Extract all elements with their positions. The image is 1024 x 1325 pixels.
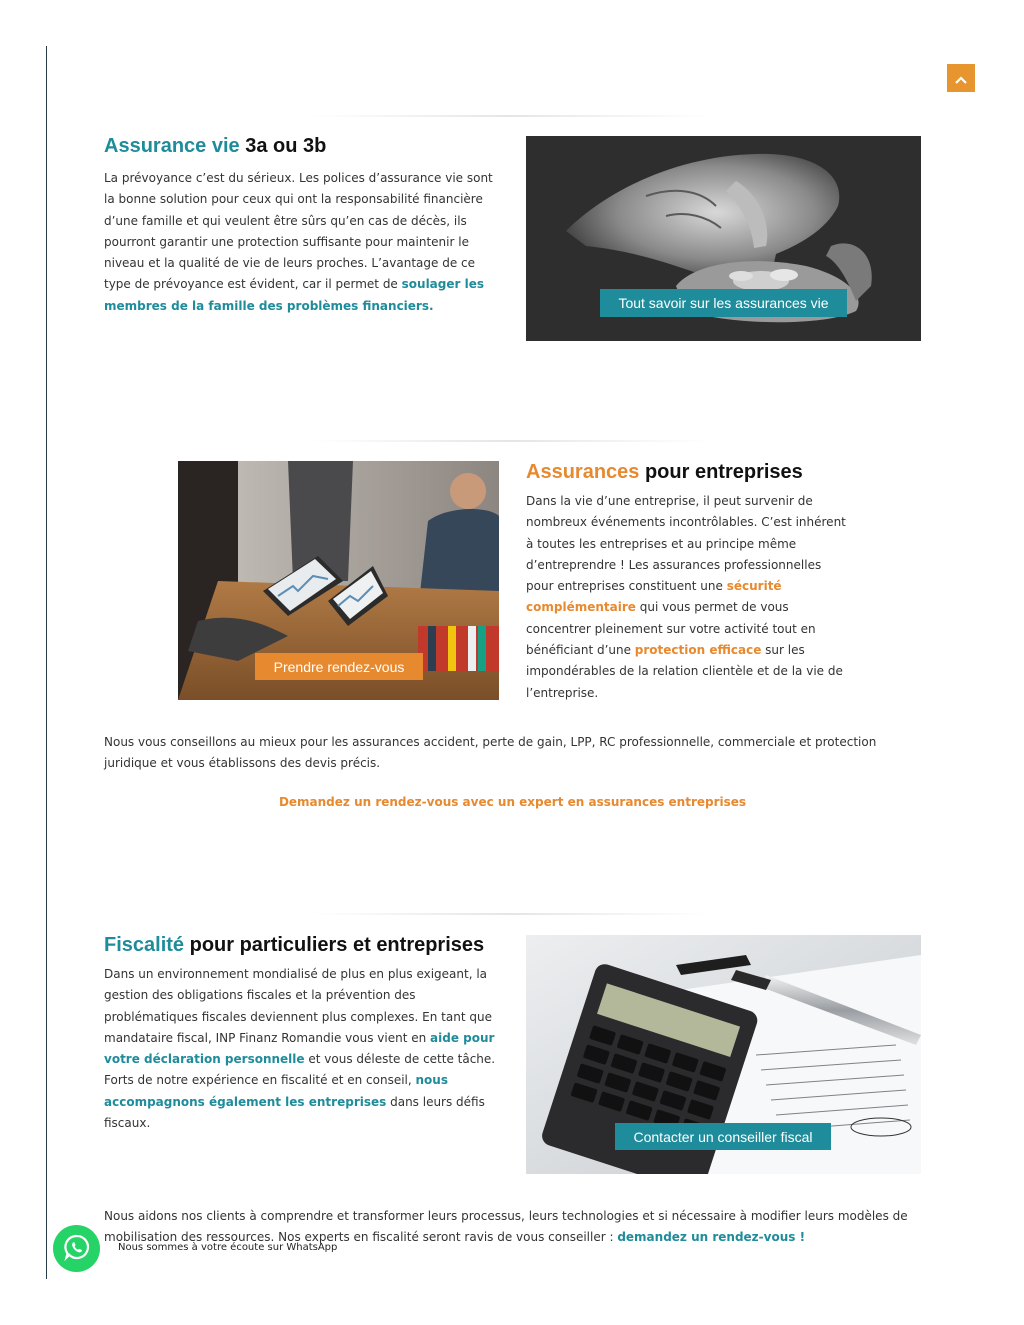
- section-divider: [310, 440, 710, 442]
- assurances-entreprises-paragraph: [526, 491, 848, 704]
- demandez-rendez-vous-link[interactable]: demandez un rendez-vous !: [617, 1230, 806, 1245]
- accompagnons-entreprises-link[interactable]: nous accompagnons également les entreprises: [104, 1073, 448, 1109]
- paragraph-text: Nous aidons nos clients à comprendre et transformer leurs processus, leurs technologies et si nécessaire à modifier leurs modèles de mobilisation des ressources. Nos experts en fiscalité seront ravis de vous conseiller :: [104, 1209, 908, 1245]
- title-accent: Assurances: [526, 461, 640, 483]
- whatsapp-icon: [63, 1233, 91, 1265]
- prendre-rendez-vous-button[interactable]: Prendre rendez-vous: [255, 653, 423, 680]
- title-accent: Assurance vie: [104, 135, 240, 157]
- calculator-pen-image: [526, 935, 921, 1174]
- aide-declaration-link[interactable]: aide pour votre déclaration personnelle: [104, 1030, 495, 1067]
- assurance-vie-paragraph: [104, 168, 500, 317]
- business-meeting-image: [178, 461, 499, 700]
- assurances-vie-info-button[interactable]: Tout savoir sur les assurances vie: [600, 289, 847, 317]
- contacter-conseiller-fiscal-button[interactable]: Contacter un conseiller fiscal: [615, 1123, 831, 1150]
- rendez-vous-expert-link[interactable]: Demandez un rendez-vous avec un expert en assurances entreprises: [278, 795, 747, 809]
- paragraph-text: Dans un environnement mondialisé de plus en plus exigeant, la gestion des obligations fiscales et la prévention des problématiques fiscales deviennent plus complexes. En tant que mandataire fiscal, INP Finanz Romandie vous vient en: [104, 967, 492, 1045]
- title-accent: Fiscalité: [104, 934, 185, 956]
- title-rest: 3a ou 3b: [239, 135, 327, 157]
- section-title-assurance-vie: [104, 134, 326, 158]
- assurances-entreprises-wide-paragraph: Nous vous conseillons au mieux pour les assurances accident, perte de gain, LPP, RC professionnelle, commerciale et protection juridique et vous établissons des devis précis.: [104, 735, 877, 771]
- fiscalite-paragraph: [104, 964, 502, 1134]
- paragraph-text: La prévoyance c’est du sérieux. Les polices d’assurance vie sont la bonne solution pour ceux qui ont la responsabilité financière d’une famille et qui veulent être sûrs qu’en cas de décès, ils pourront garantir une protection suffisante pour maintenir le niveau et la qualité de vie de leurs proches. L’avantage de ce type de prévoyance est évident, car il permet de: [104, 171, 493, 292]
- whatsapp-label: Nous sommes à votre écoute sur WhatsApp: [118, 1242, 338, 1253]
- chevron-up-icon: [955, 69, 967, 88]
- protection-efficace-link[interactable]: protection efficace: [634, 643, 762, 658]
- left-vertical-rule: [46, 46, 47, 1279]
- scroll-to-top-button[interactable]: [947, 64, 975, 92]
- paragraph-text: et vous déleste de cette tâche. Forts de notre expérience en fiscalité et en conseil,: [104, 1052, 496, 1088]
- section-title-fiscalite: [104, 933, 484, 957]
- elderly-hands-coins-image: [526, 136, 921, 341]
- paragraph-text: dans leurs défis fiscaux.: [104, 1094, 485, 1131]
- section-title-assurances-entreprises: [526, 460, 803, 484]
- paragraph-text: qui vous permet de vous concentrer pleinement sur votre activité tout en bénéficiant d’une: [526, 600, 816, 658]
- soulager-famille-link[interactable]: soulager les membres de la famille des problèmes financiers.: [104, 277, 484, 313]
- section-divider: [310, 913, 710, 915]
- whatsapp-button[interactable]: [53, 1225, 100, 1272]
- paragraph-text: sur les impondérables de la relation clientèle et de la vie de l’entreprise.: [526, 643, 843, 700]
- title-rest: pour particuliers et entreprises: [184, 934, 485, 956]
- securite-complementaire-link[interactable]: sécurité complémentaire: [526, 579, 782, 615]
- title-rest: pour entreprises: [639, 461, 803, 483]
- section-divider: [310, 115, 710, 117]
- paragraph-text: Dans la vie d’une entreprise, il peut survenir de nombreux événements incontrôlables. C’est inhérent à toutes les entreprises et au principe même d’entreprendre ! Les assurances professionnelles pour entreprises constituent une: [526, 494, 846, 594]
